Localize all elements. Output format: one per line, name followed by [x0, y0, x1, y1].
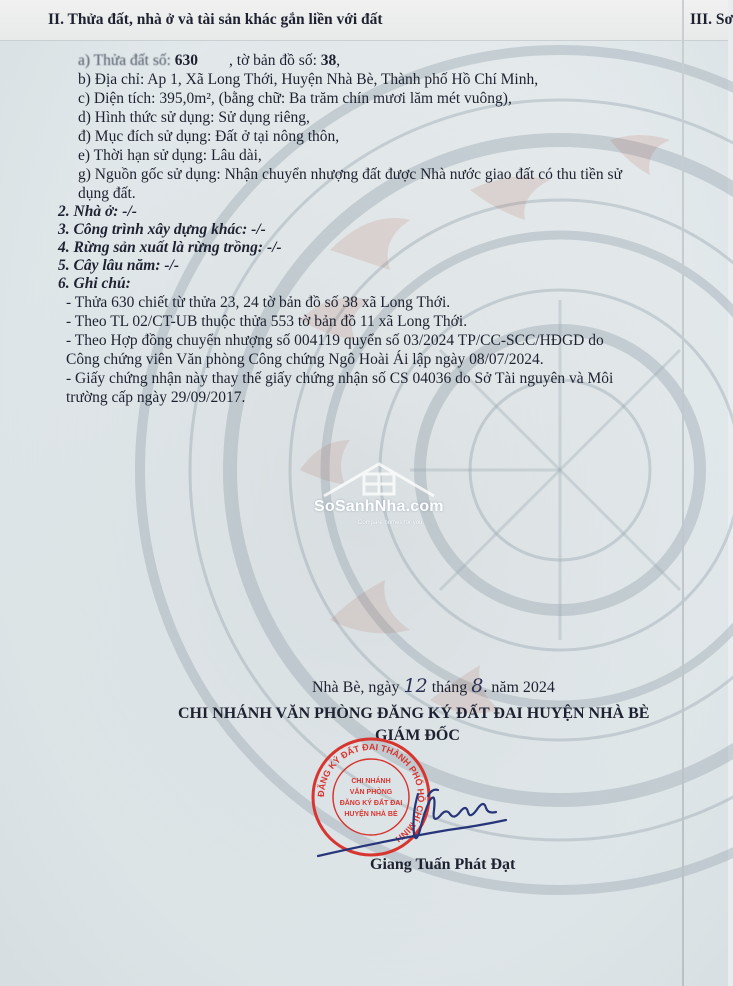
watermark-brand: SoSanhNha.com: [314, 498, 444, 515]
issue-month: 8: [471, 675, 484, 697]
seal-center-line: HUYỆN NHÀ BÈ: [344, 811, 398, 818]
area-line: c) Diện tích: 395,0m², (bằng chữ: Ba trăm chín mươi lăm mét vuông),: [78, 90, 512, 107]
issue-date-line: [312, 677, 555, 697]
seal-center-line: ĐĂNG KÝ ĐẤT ĐAI: [339, 800, 403, 807]
seal-ring-text: ĐĂNG KÝ ĐẤT ĐAI THÀNH PHỐ HỒ CHÍ MINH: [315, 741, 427, 845]
note-line: trường cấp ngày 29/09/2017.: [66, 389, 246, 406]
seal-center-line: VĂN PHÒNG: [349, 789, 393, 796]
forest-item: 4. Rừng sản xuất là rừng trồng: -/-: [58, 239, 282, 256]
month-label: tháng: [427, 679, 472, 696]
parcel-number: 630: [174, 52, 199, 69]
issuing-office: CHI NHÁNH VĂN PHÒNG ĐĂNG KÝ ĐẤT ĐAI HUYỆN NHÀ BÈ: [178, 705, 650, 722]
note-line: - Theo Hợp đồng chuyển nhượng số 004119 quyển số 03/2024 TP/CC-SCC/HĐGD do: [66, 332, 604, 349]
construction-item: 3. Công trình xây dựng khác: -/-: [58, 221, 266, 238]
issue-place: Nhà Bè, ngày: [312, 679, 404, 696]
origin-line-2: dụng đất.: [78, 185, 136, 202]
address-line: b) Địa chỉ: Ap 1, Xã Long Thới, Huyện Nhà Bè, Thành phố Hồ Chí Minh,: [78, 71, 539, 88]
note-line: - Thửa 630 chiết từ thửa 23, 24 tờ bản đồ số 38 xã Long Thới.: [66, 294, 451, 311]
seal-center-line: CHI NHÁNH: [351, 778, 391, 785]
map-label: , tờ bản đồ số:: [198, 52, 321, 69]
usage-form-line: d) Hình thức sử dụng: Sử dụng riêng,: [78, 109, 310, 126]
term-line: e) Thời hạn sử dụng: Lâu dài,: [78, 147, 262, 164]
purpose-line: đ) Mục đích sử dụng: Đất ở tại nông thôn,: [78, 128, 340, 145]
signer-position: GIÁM ĐỐC: [375, 727, 460, 744]
parcel-line: [78, 52, 340, 70]
parcel-label: a) Thửa đất số:: [78, 52, 175, 69]
issue-day: 12: [403, 675, 428, 697]
note-line: - Giấy chứng nhận này thay thế giấy chứng nhận số CS 04036 do Sở Tài nguyên và Môi: [66, 370, 614, 387]
house-item: 2. Nhà ở: -/-: [58, 203, 137, 220]
signer-name: Giang Tuấn Phát Đạt: [370, 856, 516, 873]
note-line: Công chứng viên Văn phòng Công chứng Ngô Hoài Ái lập ngày 08/07/2024.: [66, 351, 544, 368]
notes-title: 6. Ghi chú:: [58, 275, 131, 292]
next-section-title: III. Sơ: [690, 11, 733, 28]
map-number: 38: [320, 52, 337, 69]
origin-line-1: g) Nguồn gốc sử dụng: Nhận chuyển nhượng đất được Nhà nước giao đất có thu tiền sử: [78, 166, 622, 183]
watermark-tagline: Compare homes for you: [358, 520, 423, 526]
perennial-trees-item: 5. Cây lâu năm: -/-: [58, 257, 179, 274]
handwritten-signature: [318, 784, 508, 864]
section-title: II. Thửa đất, nhà ở và tài sản khác gắn liền với đất: [48, 11, 383, 28]
note-line: - Theo TL 02/CT-UB thuộc thửa 553 tờ bản đồ 11 xã Long Thới.: [66, 313, 468, 330]
page-fold-divider: [682, 0, 684, 986]
parcel-line-end: ,: [336, 52, 341, 69]
year-label: . năm 2024: [483, 679, 555, 696]
